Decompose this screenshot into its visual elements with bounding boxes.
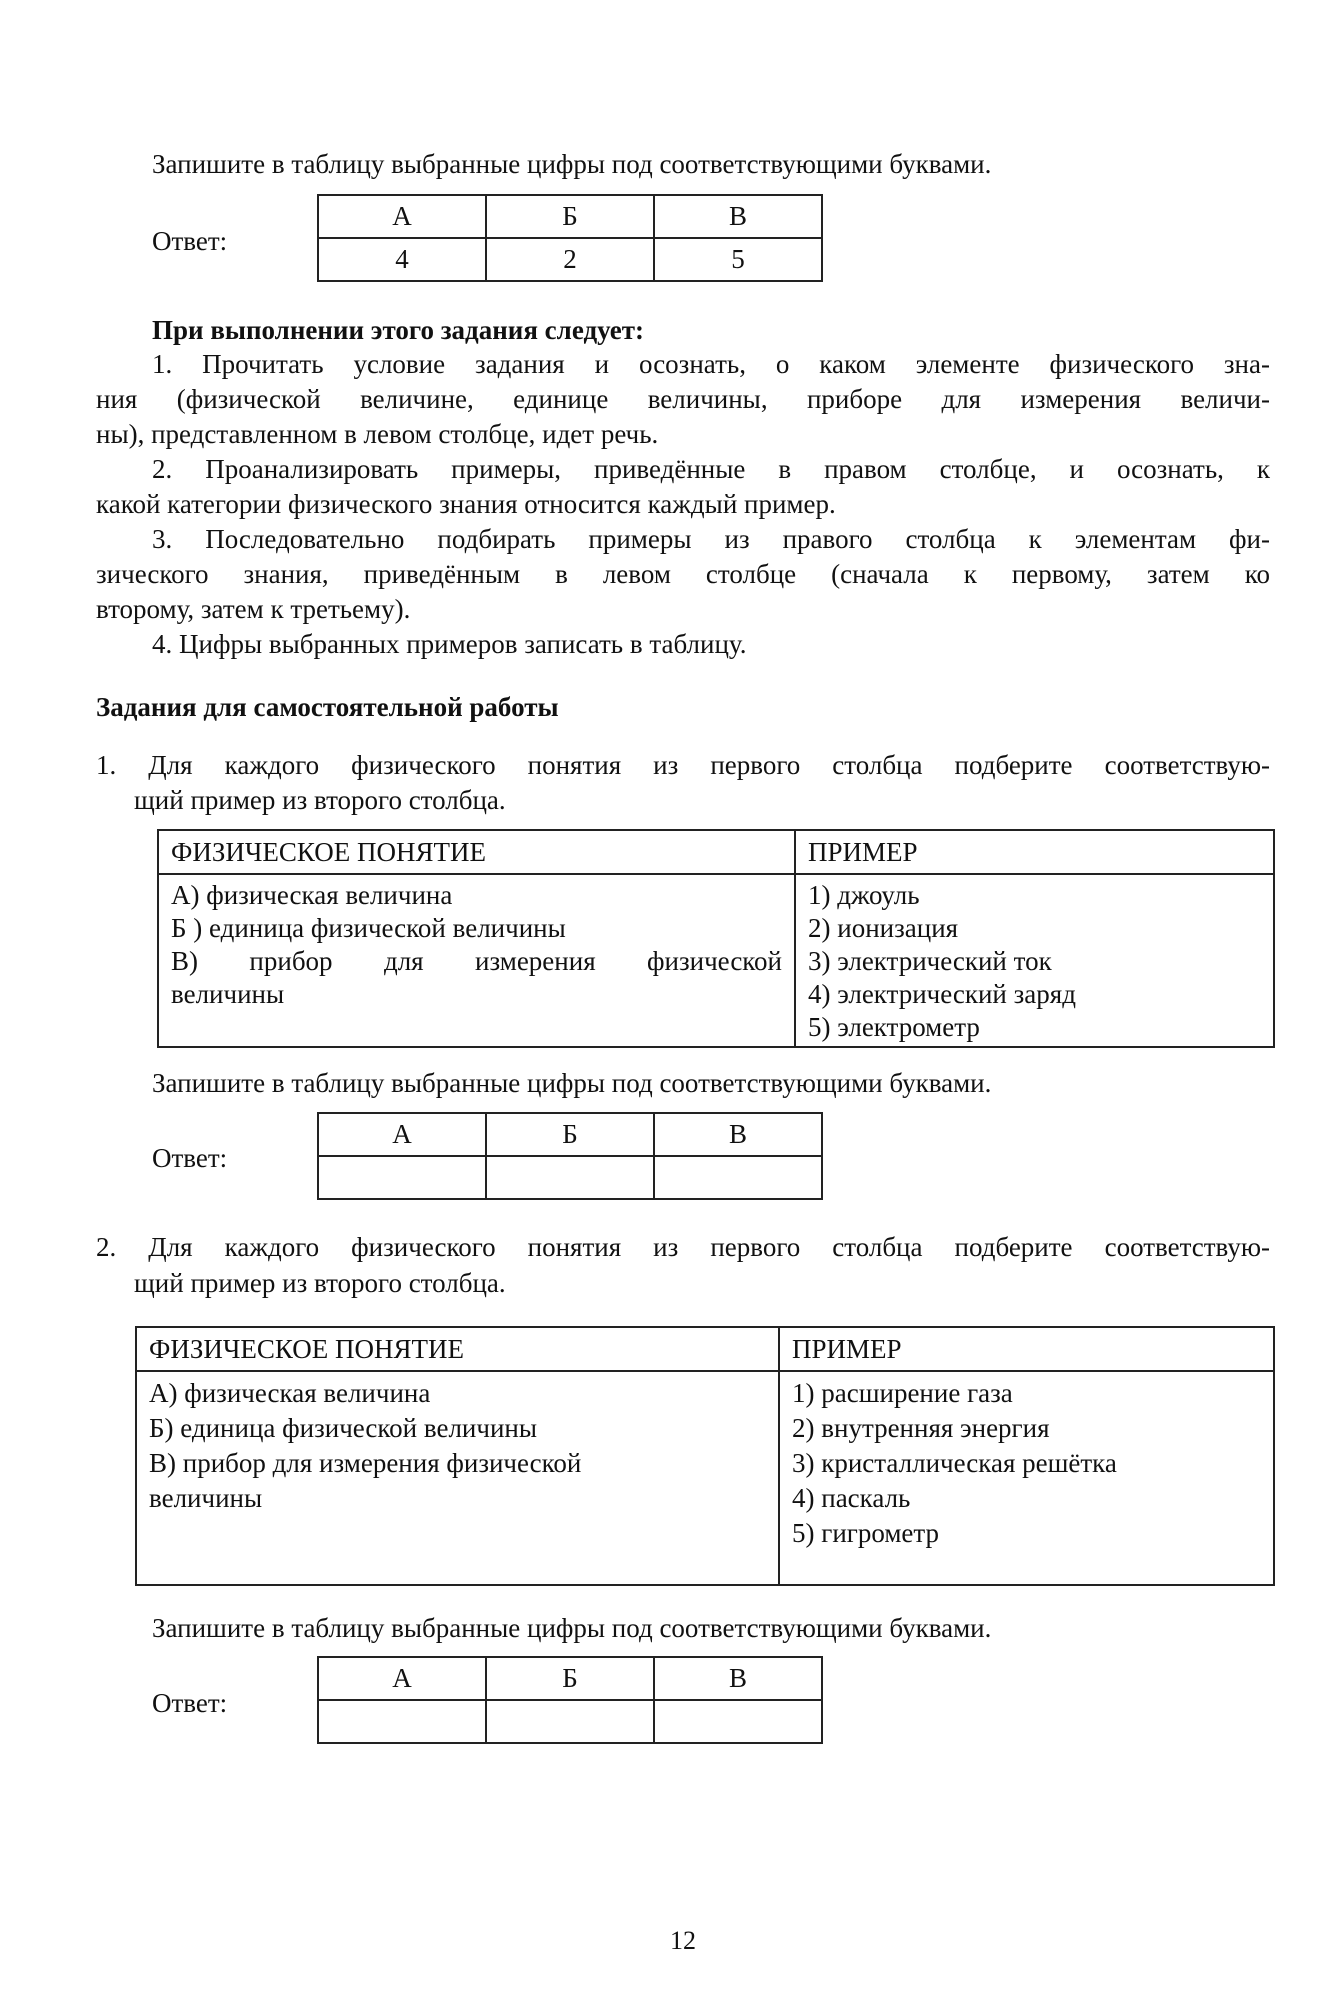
answer-input-a[interactable] xyxy=(318,1156,486,1199)
answer-input-v[interactable] xyxy=(654,1700,822,1743)
answer-header-a: А xyxy=(318,195,486,238)
guide-line: 4. Цифры выбранных примеров записать в таблицу. xyxy=(152,629,747,659)
guide-line: зического знания, приведённым в левом столбце (сначала к первому, затем ко xyxy=(96,559,1270,589)
guide-line: 2. Проанализировать примеры, приведённые в правом столбце, и осознать, к xyxy=(152,454,1270,484)
guide-heading: При выполнении этого задания следует: xyxy=(152,315,645,345)
guide-line: второму, затем к третьему). xyxy=(96,594,411,624)
concept-item: В) прибор для измерения физической xyxy=(149,1448,582,1478)
answer-header-v: В xyxy=(654,195,822,238)
example-item: 1) джоуль xyxy=(808,880,920,910)
example-item: 5) электрометр xyxy=(808,1012,980,1042)
task-1-prompt: 1. Для каждого физического понятия из первого столбца подберите соответствую- xyxy=(96,750,1270,780)
task-1-answer-label: Ответ: xyxy=(152,1143,228,1173)
concept-item: Б) единица физической величины xyxy=(149,1413,537,1443)
guide-line: 1. Прочитать условие задания и осознать, о каком элементе физического зна- xyxy=(152,349,1270,379)
task-1-answer-table xyxy=(317,1112,823,1200)
concept-item: величины xyxy=(149,1483,263,1513)
concept-item: В) прибор для измерения физической xyxy=(171,946,782,976)
answer-cell-v: 5 xyxy=(654,238,822,281)
guide-line: ны), представленном в левом столбце, идет речь. xyxy=(96,419,659,449)
task-2-prompt: щий пример из второго столбца. xyxy=(134,1268,506,1298)
col-header-concept: ФИЗИЧЕСКОЕ ПОНЯТИЕ xyxy=(158,830,795,874)
answer-input-a[interactable] xyxy=(318,1700,486,1743)
col-header-example: ПРИМЕР xyxy=(795,830,1274,874)
answer-header-a: А xyxy=(318,1113,486,1156)
example-item: 4) паскаль xyxy=(792,1483,911,1513)
concept-item: А) физическая величина xyxy=(149,1378,431,1408)
guide-line: ния (физической величине, единице величины, приборе для измерения величи- xyxy=(96,384,1270,414)
example-item: 3) электрический ток xyxy=(808,946,1052,976)
example-item: 5) гигрометр xyxy=(792,1518,940,1548)
task-1-prompt: щий пример из второго столбца. xyxy=(134,785,506,815)
task-1-match-table xyxy=(157,829,1275,1048)
answer-input-b[interactable] xyxy=(486,1156,654,1199)
example-item: 1) расширение газа xyxy=(792,1378,1013,1408)
example-answer-table xyxy=(317,194,823,282)
concept-item: величины xyxy=(171,979,285,1009)
example-item: 2) ионизация xyxy=(808,913,959,943)
answer-header-b: Б xyxy=(486,195,654,238)
task-2-answer-label: Ответ: xyxy=(152,1688,228,1718)
guide-line: какой категории физического знания относится каждый пример. xyxy=(96,489,836,519)
task-2-match-table xyxy=(135,1326,1275,1586)
col-header-example: ПРИМЕР xyxy=(779,1327,1274,1371)
example-instruction: Запишите в таблицу выбранные цифры под соответствующими буквами. xyxy=(152,149,992,179)
answer-cell-b: 2 xyxy=(486,238,654,281)
col-header-concept: ФИЗИЧЕСКОЕ ПОНЯТИЕ xyxy=(136,1327,779,1371)
answer-header-v: В xyxy=(654,1113,822,1156)
answer-header-a: А xyxy=(318,1657,486,1700)
answer-input-v[interactable] xyxy=(654,1156,822,1199)
page-number: 12 xyxy=(670,1926,696,1955)
section-title: Задания для самостоятельной работы xyxy=(96,692,559,722)
task-1-instruction: Запишите в таблицу выбранные цифры под соответствующими буквами. xyxy=(152,1068,992,1098)
concept-item: Б ) единица физической величины xyxy=(171,913,566,943)
answer-cell-a: 4 xyxy=(318,238,486,281)
example-item: 4) электрический заряд xyxy=(808,979,1076,1009)
answer-input-b[interactable] xyxy=(486,1700,654,1743)
example-answer-label: Ответ: xyxy=(152,226,228,256)
answer-header-b: Б xyxy=(486,1657,654,1700)
task-2-instruction: Запишите в таблицу выбранные цифры под соответствующими буквами. xyxy=(152,1613,992,1643)
example-item: 2) внутренняя энергия xyxy=(792,1413,1050,1443)
answer-header-v: В xyxy=(654,1657,822,1700)
answer-header-b: Б xyxy=(486,1113,654,1156)
task-2-prompt: 2. Для каждого физического понятия из первого столбца подберите соответствую- xyxy=(96,1232,1270,1262)
example-item: 3) кристаллическая решётка xyxy=(792,1448,1117,1478)
task-2-answer-table xyxy=(317,1656,823,1744)
concept-item: А) физическая величина xyxy=(171,880,453,910)
guide-line: 3. Последовательно подбирать примеры из правого столбца к элементам фи- xyxy=(152,524,1270,554)
